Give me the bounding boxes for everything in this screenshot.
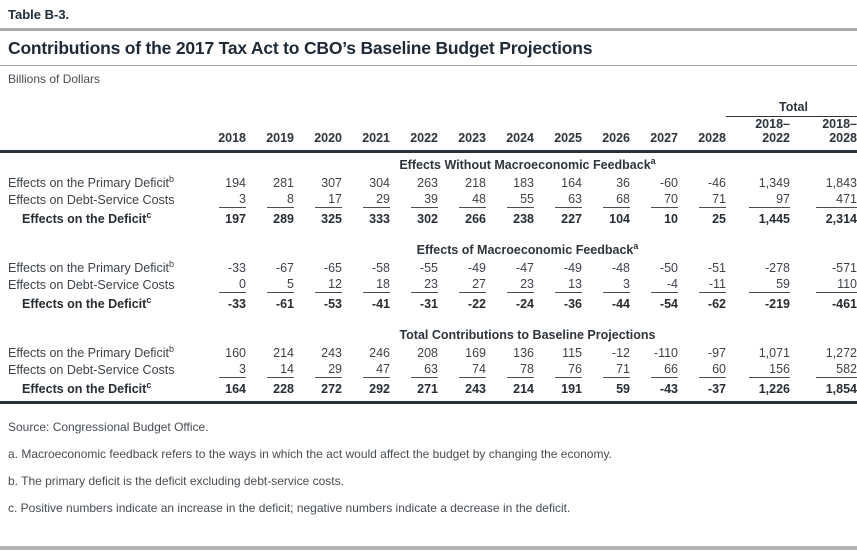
value-cell [582, 191, 630, 209]
underlined-value: 74 [459, 362, 486, 378]
value-cell: 1,854 [790, 379, 857, 403]
value-cell: 263 [417, 175, 438, 190]
underlined-value: 48 [459, 192, 486, 208]
year-column-header: 2028 [678, 117, 726, 152]
value-cell [246, 361, 294, 379]
underlined-value: 71 [603, 362, 630, 378]
value-cell [486, 191, 534, 209]
value-cell: -65 [323, 260, 342, 275]
value-cell: -46 [707, 175, 726, 190]
underlined-value: 39 [411, 192, 438, 208]
section-heading-spacer [0, 151, 198, 175]
underlined-value: 70 [651, 192, 678, 208]
value-cell [582, 276, 630, 294]
value-cell: 194 [225, 175, 246, 190]
value-cell: 160 [225, 345, 246, 360]
value-cell: 302 [417, 211, 438, 226]
value-cell: -33 [227, 260, 246, 275]
value-cell: -60 [659, 175, 678, 190]
row-label: Effects on the Primary Deficit$^b$ [8, 173, 174, 190]
value-cell [790, 361, 857, 379]
total-group-row [0, 100, 857, 117]
underlined-value: 3 [219, 192, 246, 208]
footnotes-block [0, 404, 857, 515]
value-cell: -44 [611, 296, 630, 311]
underlined-value: 156 [749, 362, 790, 378]
value-cell [534, 276, 582, 294]
value-cell: 271 [390, 379, 438, 403]
year-column-header: 2021 [342, 117, 390, 152]
value-cell [534, 191, 582, 209]
table-row [0, 191, 857, 209]
footnote-marker: b [168, 173, 174, 184]
section-heading-spacer [0, 315, 198, 345]
year-column-header: 2019 [246, 117, 294, 152]
table-title: Contributions of the 2017 Tax Act to CBO’s Baseline Budget Projections [8, 38, 593, 58]
value-cell [486, 361, 534, 379]
footnote-c: c. Positive numbers indicate an increase in the deficit; negative numbers indicate a decrease in the deficit. [8, 500, 571, 515]
value-cell: 191 [534, 379, 582, 403]
underlined-value: 5 [267, 277, 294, 293]
page-bottom-divider [0, 546, 857, 550]
value-cell: -43 [630, 379, 678, 403]
value-cell: 164 [561, 175, 582, 190]
row-label: Effects on the Deficit$^c$ [22, 294, 152, 311]
underlined-value: 68 [603, 192, 630, 208]
value-cell [198, 191, 246, 209]
value-cell: 292 [342, 379, 390, 403]
year-column-header: 2025 [534, 117, 582, 152]
value-cell: -278 [764, 260, 790, 275]
row-label-column-header [0, 117, 198, 152]
value-cell: -24 [515, 296, 534, 311]
row-label: Effects on the Primary Deficit$^b$ [8, 343, 174, 360]
underlined-value: 47 [363, 362, 390, 378]
total-column-group-header: Total [726, 100, 857, 117]
underlined-value: 23 [411, 277, 438, 293]
value-cell: 208 [417, 345, 438, 360]
value-cell: 307 [321, 175, 342, 190]
value-cell: 238 [513, 211, 534, 226]
value-cell: 214 [273, 345, 294, 360]
value-cell: 333 [369, 211, 390, 226]
value-cell: 289 [273, 211, 294, 226]
section-heading: Total Contributions to Baseline Projections [399, 327, 656, 342]
section-heading-row [0, 230, 857, 260]
table-header [0, 100, 857, 151]
table-row [0, 361, 857, 379]
section-heading: Effects Without Macroeconomic Feedback$^a$ [399, 155, 656, 172]
value-cell: -67 [275, 260, 294, 275]
total-period-column-header: 2018– 2022 [726, 117, 790, 152]
value-cell: -97 [707, 345, 726, 360]
footnote-b: b. The primary deficit is the deficit excluding debt-service costs. [8, 473, 344, 488]
value-cell: -62 [707, 296, 726, 311]
value-cell: 1,843 [825, 175, 857, 190]
value-cell [630, 361, 678, 379]
footnote-marker: b [168, 258, 174, 269]
table-row [0, 345, 857, 361]
section-heading-row [0, 151, 857, 175]
value-cell [342, 191, 390, 209]
underlined-value: 29 [315, 362, 342, 378]
value-cell [198, 276, 246, 294]
row-label: Effects on the Deficit$^c$ [0, 379, 198, 403]
value-cell [390, 191, 438, 209]
year-column-header: 2020 [294, 117, 342, 152]
value-cell [534, 361, 582, 379]
year-column-header: 2026 [582, 117, 630, 152]
value-cell [438, 361, 486, 379]
value-cell: 136 [513, 345, 534, 360]
value-cell: 218 [465, 175, 486, 190]
value-cell [726, 361, 790, 379]
underlined-value: 0 [219, 277, 246, 293]
value-cell [486, 276, 534, 294]
value-cell: -12 [611, 345, 630, 360]
value-cell: 25 [712, 211, 726, 226]
value-cell: -31 [419, 296, 438, 311]
value-cell: -41 [371, 296, 390, 311]
value-cell: -36 [563, 296, 582, 311]
value-cell: 2,314 [825, 211, 857, 226]
value-cell [342, 361, 390, 379]
underlined-value: 17 [315, 192, 342, 208]
value-cell: -51 [707, 260, 726, 275]
value-cell [678, 191, 726, 209]
value-cell: 246 [369, 345, 390, 360]
footnote-marker: a [633, 240, 639, 251]
underlined-value: 27 [459, 277, 486, 293]
value-cell [294, 191, 342, 209]
value-cell: 304 [369, 175, 390, 190]
value-cell: 266 [465, 211, 486, 226]
footnote-marker: c [146, 294, 152, 305]
underlined-value: 63 [555, 192, 582, 208]
value-cell [790, 276, 857, 294]
section-heading-spacer [0, 230, 198, 260]
value-cell [438, 276, 486, 294]
year-header-row [0, 117, 857, 152]
value-cell: 183 [513, 175, 534, 190]
underlined-value: 66 [651, 362, 678, 378]
underlined-value: 78 [507, 362, 534, 378]
value-cell [198, 361, 246, 379]
source-note: Source: Congressional Budget Office. [8, 419, 209, 434]
value-cell: 36 [616, 175, 630, 190]
section-heading-row [0, 315, 857, 345]
underlined-value: 71 [699, 192, 726, 208]
value-cell: 243 [438, 379, 486, 403]
value-cell [582, 361, 630, 379]
value-cell: 169 [465, 345, 486, 360]
value-cell: 1,071 [758, 345, 790, 360]
table-row [0, 260, 857, 276]
underlined-value: 59 [749, 277, 790, 293]
underlined-value: 55 [507, 192, 534, 208]
row-label: Effects on the Primary Deficit$^b$ [8, 258, 174, 275]
value-cell: -49 [467, 260, 486, 275]
underlined-value: 23 [507, 277, 534, 293]
value-cell: -37 [678, 379, 726, 403]
value-cell [342, 276, 390, 294]
value-cell: -50 [659, 260, 678, 275]
value-cell: 115 [562, 345, 582, 360]
underlined-value: 60 [699, 362, 726, 378]
underlined-value: -4 [651, 277, 678, 293]
footnote-marker: c [146, 209, 152, 220]
value-cell [246, 276, 294, 294]
underlined-value: 8 [267, 192, 294, 208]
value-cell: -58 [371, 260, 390, 275]
underlined-value: -11 [699, 277, 726, 293]
value-cell [294, 276, 342, 294]
section-heading: Effects of Macroeconomic Feedback$^a$ [416, 240, 639, 257]
value-cell [790, 191, 857, 209]
underlined-value: 97 [749, 192, 790, 208]
table-body [0, 151, 857, 402]
value-cell [390, 276, 438, 294]
table-row [0, 294, 857, 315]
value-cell [630, 276, 678, 294]
value-cell: -47 [515, 260, 534, 275]
underlined-value: 12 [315, 277, 342, 293]
value-cell: 1,272 [825, 345, 857, 360]
footnote-marker: c [146, 379, 152, 390]
value-cell [678, 276, 726, 294]
row-label: Effects on Debt-Service Costs [8, 277, 175, 292]
value-cell: -53 [323, 296, 342, 311]
value-cell: -55 [419, 260, 438, 275]
value-cell: -461 [831, 296, 857, 311]
budget-projections-table [0, 100, 857, 404]
underlined-value: 471 [816, 192, 857, 208]
underlined-value: 13 [555, 277, 582, 293]
table-row [0, 379, 857, 403]
row-label: Effects on Debt-Service Costs [8, 362, 175, 377]
value-cell: 281 [273, 175, 294, 190]
value-cell: 227 [561, 211, 582, 226]
footnote-a: a. Macroeconomic feedback refers to the ways in which the act would affect the budget by changing the economy. [8, 446, 612, 461]
table-row [0, 276, 857, 294]
underlined-value: 582 [816, 362, 857, 378]
value-cell [678, 361, 726, 379]
underlined-value: 63 [411, 362, 438, 378]
value-cell: 214 [486, 379, 534, 403]
value-cell [438, 191, 486, 209]
underlined-value: 29 [363, 192, 390, 208]
value-cell: -49 [563, 260, 582, 275]
year-column-header: 2018 [198, 117, 246, 152]
value-cell [246, 191, 294, 209]
value-cell: 197 [225, 211, 246, 226]
value-cell: -48 [611, 260, 630, 275]
header-spacer [0, 100, 726, 117]
year-column-header: 2023 [438, 117, 486, 152]
value-cell: 1,349 [758, 175, 790, 190]
value-cell: -54 [659, 296, 678, 311]
footnote-marker: b [168, 343, 174, 354]
value-cell: -571 [831, 260, 857, 275]
table-row [0, 209, 857, 230]
value-cell: 10 [664, 211, 678, 226]
year-column-header: 2027 [630, 117, 678, 152]
value-cell: 1,445 [758, 211, 790, 226]
total-period-column-header: 2018– 2028 [790, 117, 857, 152]
value-cell [726, 276, 790, 294]
value-cell: -219 [764, 296, 790, 311]
value-cell: 228 [246, 379, 294, 403]
value-cell: 1,226 [726, 379, 790, 403]
year-column-header: 2024 [486, 117, 534, 152]
value-cell: 104 [609, 211, 630, 226]
value-cell: -110 [653, 345, 678, 360]
underlined-value: 110 [816, 277, 857, 293]
value-cell [726, 191, 790, 209]
footnote-marker: a [650, 155, 656, 166]
year-column-header: 2022 [390, 117, 438, 152]
value-cell: -22 [467, 296, 486, 311]
row-label: Effects on Debt-Service Costs [8, 192, 175, 207]
underlined-value: 3 [603, 277, 630, 293]
underlined-value: 18 [363, 277, 390, 293]
underlined-value: 76 [555, 362, 582, 378]
value-cell: 59 [582, 379, 630, 403]
value-cell: -33 [227, 296, 246, 311]
value-cell: 272 [294, 379, 342, 403]
value-cell: 164 [198, 379, 246, 403]
value-cell: 325 [321, 211, 342, 226]
value-cell: 243 [321, 345, 342, 360]
value-cell [294, 361, 342, 379]
row-label: Effects on the Deficit$^c$ [22, 209, 152, 226]
underlined-value: 14 [267, 362, 294, 378]
table-row [0, 175, 857, 191]
table-number-label: Table B-3. [8, 7, 70, 22]
underlined-value: 3 [219, 362, 246, 378]
value-cell: -61 [275, 296, 294, 311]
units-label: Billions of Dollars [8, 72, 101, 86]
value-cell [630, 191, 678, 209]
value-cell [390, 361, 438, 379]
